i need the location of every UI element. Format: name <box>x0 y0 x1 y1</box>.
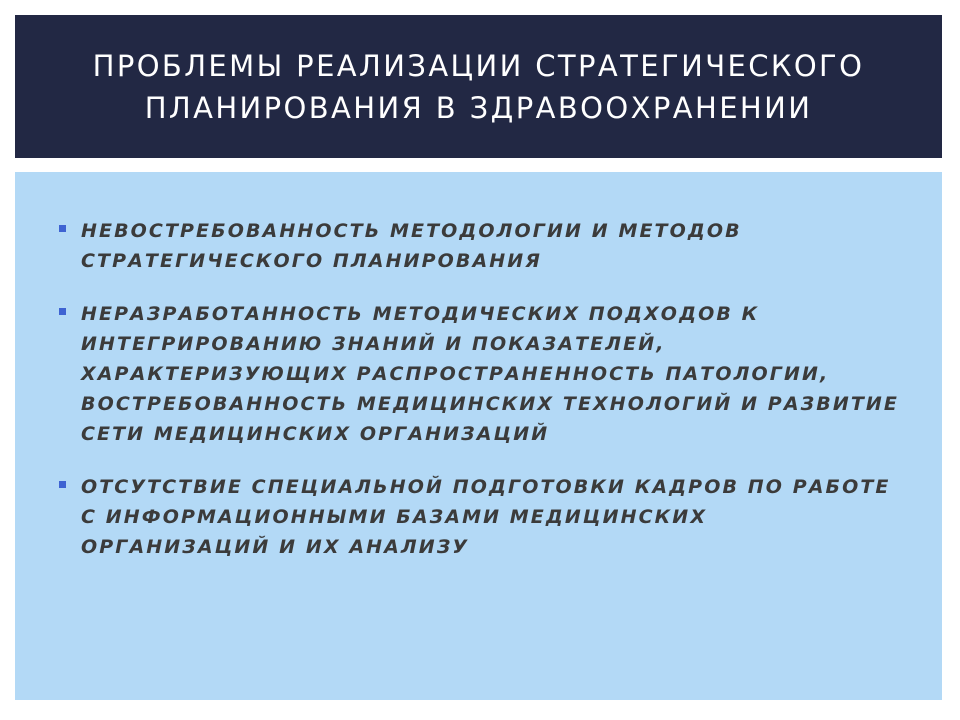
bullet-list <box>59 216 902 562</box>
square-bullet-icon <box>59 481 66 488</box>
title-bar <box>15 15 942 158</box>
slide-title: ПРОБЛЕМЫ РЕАЛИЗАЦИИ СТРАТЕГИЧЕСКОГО ПЛАНИРОВАНИЯ В ЗДРАВООХРАНЕНИИ <box>92 48 865 125</box>
content-panel <box>15 172 942 700</box>
bullet-item <box>59 216 902 276</box>
square-bullet-icon <box>59 225 66 232</box>
bullet-text: ОТСУТСТВИЕ СПЕЦИАЛЬНОЙ ПОДГОТОВКИ КАДРОВ ПО РАБОТЕ С ИНФОРМАЦИОННЫМИ БАЗАМИ МЕДИЦИНСКИХ ОРГАНИЗАЦИЙ И ИХ АНАЛИЗУ <box>81 476 891 558</box>
square-bullet-icon <box>59 308 66 315</box>
bullet-item <box>59 299 902 449</box>
bullet-text: НЕВОСТРЕБОВАННОСТЬ МЕТОДОЛОГИИ И МЕТОДОВ СТРАТЕГИЧЕСКОГО ПЛАНИРОВАНИЯ <box>81 220 742 272</box>
bullet-item <box>59 472 902 562</box>
bullet-text: НЕРАЗРАБОТАННОСТЬ МЕТОДИЧЕСКИХ ПОДХОДОВ К ИНТЕГРИРОВАНИЮ ЗНАНИЙ И ПОКАЗАТЕЛЕЙ, ХАРАКТЕРИЗУЮЩИХ РАСПРОСТРАНЕННОСТЬ ПАТОЛОГИИ, ВОСТРЕБОВАННОСТЬ МЕДИЦИНСКИХ ТЕХНОЛОГИЙ И РАЗВИТИЕ СЕТИ МЕДИЦИНСКИХ ОРГАНИЗАЦИЙ <box>81 303 899 445</box>
